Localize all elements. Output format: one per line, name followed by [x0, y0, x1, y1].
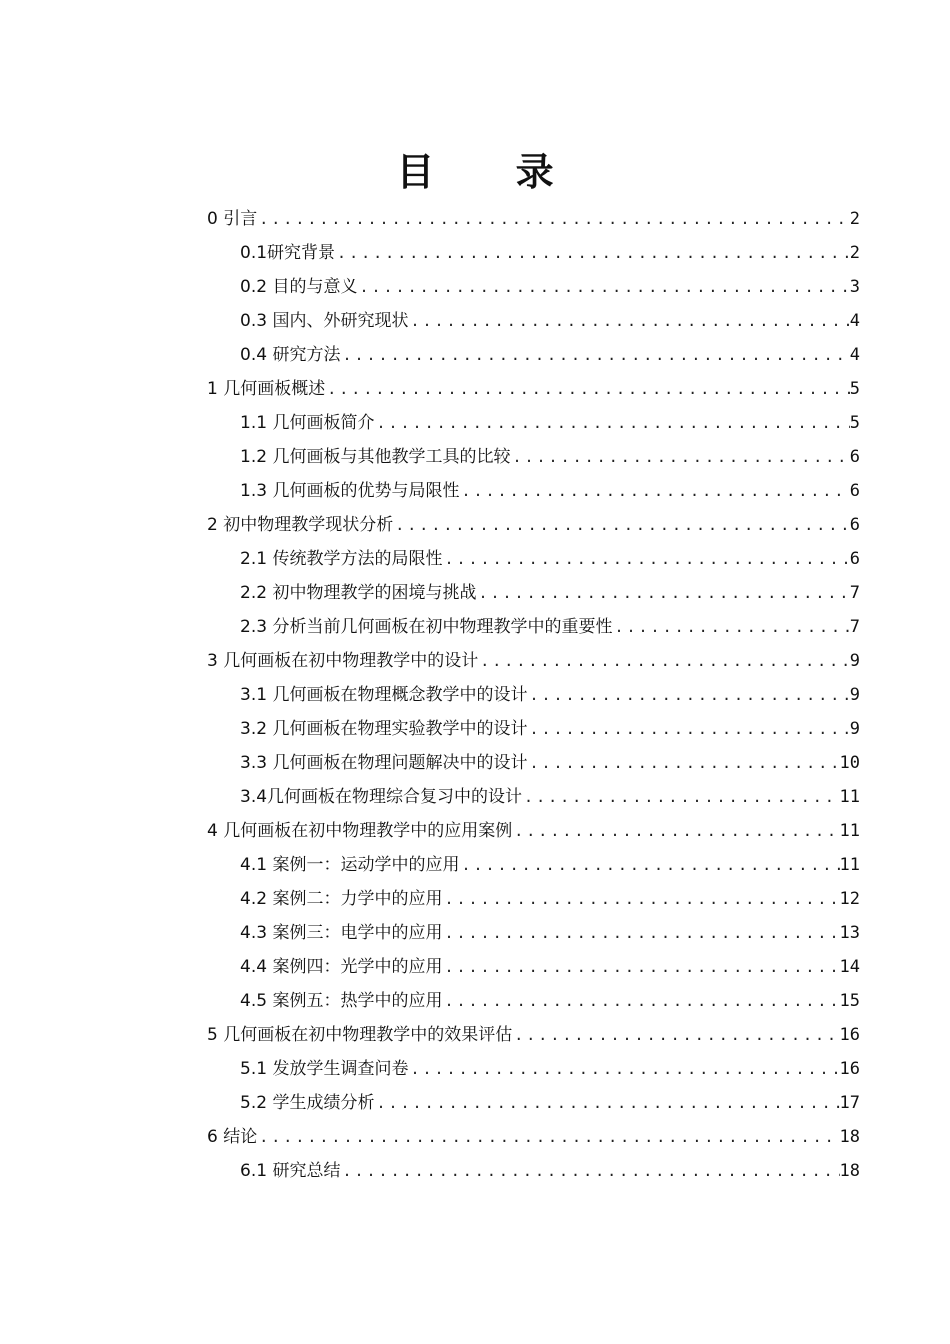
- toc-entry-page: 2: [849, 209, 860, 229]
- toc-entry-title: 5.2 学生成绩分析: [240, 1093, 375, 1113]
- toc-entry-page: 5: [849, 413, 860, 433]
- toc-leader-dots: [527, 718, 849, 740]
- toc-entry-page: 14: [839, 957, 860, 977]
- toc-entry-page: 18: [839, 1161, 860, 1181]
- toc-entry-page: 13: [839, 923, 860, 943]
- toc-entry: [240, 442, 860, 468]
- toc-leader-dots: [612, 616, 849, 638]
- toc-entry-title: 2.2 初中物理教学的困境与挑战: [240, 583, 477, 603]
- toc-entry-page: 2: [849, 243, 860, 263]
- toc-leader-dots: [442, 888, 839, 910]
- toc-entry-title: 1 几何画板概述: [207, 379, 326, 399]
- toc-entry: [240, 952, 860, 978]
- toc-entry-title: 1.3 几何画板的优势与局限性: [240, 481, 460, 501]
- toc-entry-title: 3 几何画板在初中物理教学中的设计: [207, 651, 479, 671]
- toc-entry-title: 6 结论: [207, 1127, 258, 1147]
- toc-leader-dots: [459, 854, 839, 876]
- toc-entry-page: 12: [839, 889, 860, 909]
- toc-entry-title: 6.1 研究总结: [240, 1161, 341, 1181]
- toc-entry: [240, 1054, 860, 1080]
- toc-entry: [207, 204, 860, 230]
- toc-leader-dots: [257, 1126, 839, 1148]
- toc-leader-dots: [442, 990, 839, 1012]
- toc-entry-page: 9: [849, 685, 860, 705]
- toc-entry-page: 16: [839, 1025, 860, 1045]
- toc-entry: [240, 612, 860, 638]
- toc-leader-dots: [510, 446, 849, 468]
- toc-entry-title: 2 初中物理教学现状分析: [207, 515, 394, 535]
- toc-entry-title: 3.3 几何画板在物理问题解决中的设计: [240, 753, 528, 773]
- toc-entry: [240, 918, 860, 944]
- toc-leader-dots: [408, 310, 849, 332]
- toc-entry-page: 11: [839, 821, 860, 841]
- toc-entry: [240, 884, 860, 910]
- toc-entry: [240, 714, 860, 740]
- toc-entry-page: 5: [849, 379, 860, 399]
- toc-entry: [240, 1088, 860, 1114]
- toc-entry-title: 4.5 案例五：热学中的应用: [240, 991, 443, 1011]
- toc-entry-page: 16: [839, 1059, 860, 1079]
- toc-entry-title: 4.1 案例一：运动学中的应用: [240, 855, 460, 875]
- toc-entry-page: 6: [849, 447, 860, 467]
- toc-entry-page: 11: [839, 787, 860, 807]
- toc-entry: [240, 748, 860, 774]
- toc-leader-dots: [478, 650, 850, 672]
- toc-entry-page: 9: [849, 651, 860, 671]
- toc-entry: [240, 578, 860, 604]
- toc-entry: [240, 238, 860, 264]
- toc-entry-page: 3: [849, 277, 860, 297]
- toc-entry: [240, 680, 860, 706]
- toc-entry-title: 0.1研究背景: [240, 243, 336, 263]
- toc-entry-page: 6: [849, 481, 860, 501]
- toc-leader-dots: [408, 1058, 839, 1080]
- toc-leader-dots: [512, 1024, 839, 1046]
- toc-entry-title: 0 引言: [207, 209, 258, 229]
- toc-entry-page: 9: [849, 719, 860, 739]
- toc-entry-page: 15: [839, 991, 860, 1011]
- toc-entry: [240, 340, 860, 366]
- toc-entry-title: 3.2 几何画板在物理实验教学中的设计: [240, 719, 528, 739]
- toc-entry-title: 5.1 发放学生调查问卷: [240, 1059, 409, 1079]
- toc-entry-title: 0.2 目的与意义: [240, 277, 358, 297]
- toc-entry: [240, 476, 860, 502]
- toc-entry-page: 4: [849, 311, 860, 331]
- toc-entry: [240, 408, 860, 434]
- toc-entry-title: 2.1 传统教学方法的局限性: [240, 549, 443, 569]
- toc-leader-dots: [325, 378, 850, 400]
- toc-entry-page: 7: [849, 583, 860, 603]
- toc-entry: [207, 374, 860, 400]
- toc-leader-dots: [335, 242, 850, 264]
- toc-entry: [240, 782, 860, 808]
- toc-leader-dots: [340, 1160, 839, 1182]
- toc-leader-dots: [442, 956, 839, 978]
- toc-leader-dots: [527, 684, 849, 706]
- toc-leader-dots: [442, 922, 839, 944]
- toc-entry-title: 3.1 几何画板在物理概念教学中的设计: [240, 685, 528, 705]
- toc-entry-page: 7: [849, 617, 860, 637]
- toc-entry-title: 0.3 国内、外研究现状: [240, 311, 409, 331]
- toc-entry: [240, 306, 860, 332]
- toc-entry-title: 1.1 几何画板简介: [240, 413, 375, 433]
- toc-entry: [240, 544, 860, 570]
- toc-entry-title: 0.4 研究方法: [240, 345, 341, 365]
- toc-entry: [240, 986, 860, 1012]
- toc-entry-page: 6: [849, 515, 860, 535]
- toc-entry: [207, 816, 860, 842]
- toc-leader-dots: [527, 752, 839, 774]
- toc-leader-dots: [374, 412, 849, 434]
- toc-entry-page: 17: [839, 1093, 860, 1113]
- toc-entry-page: 6: [849, 549, 860, 569]
- toc-entry-page: 10: [839, 753, 860, 773]
- toc-leader-dots: [357, 276, 849, 298]
- toc-entry-page: 4: [849, 345, 860, 365]
- toc-entry: [240, 272, 860, 298]
- toc-leader-dots: [340, 344, 849, 366]
- toc-entry-title: 3.4几何画板在物理综合复习中的设计: [240, 787, 523, 807]
- toc-entry-title: 1.2 几何画板与其他教学工具的比较: [240, 447, 511, 467]
- toc-entry-title: 4.3 案例三：电学中的应用: [240, 923, 443, 943]
- toc-entry: [240, 1156, 860, 1182]
- toc-entry-title: 4.4 案例四：光学中的应用: [240, 957, 443, 977]
- toc-entry: [207, 646, 860, 672]
- toc-leader-dots: [512, 820, 839, 842]
- toc-leader-dots: [257, 208, 850, 230]
- toc-entry-page: 18: [839, 1127, 860, 1147]
- toc-entry: [207, 1020, 860, 1046]
- toc-entry-title: 4 几何画板在初中物理教学中的应用案例: [207, 821, 513, 841]
- toc-title: 目 录: [396, 150, 588, 194]
- toc-entry: [207, 1122, 860, 1148]
- toc-leader-dots: [476, 582, 849, 604]
- toc-leader-dots: [522, 786, 839, 808]
- toc-leader-dots: [393, 514, 850, 536]
- toc-entry-title: 5 几何画板在初中物理教学中的效果评估: [207, 1025, 513, 1045]
- toc-entry-page: 11: [839, 855, 860, 875]
- toc-entry-title: 4.2 案例二：力学中的应用: [240, 889, 443, 909]
- toc-leader-dots: [442, 548, 849, 570]
- toc-entry-title: 2.3 分析当前几何画板在初中物理教学中的重要性: [240, 617, 613, 637]
- toc-entry: [240, 850, 860, 876]
- toc-leader-dots: [374, 1092, 839, 1114]
- toc-entry: [207, 510, 860, 536]
- toc-leader-dots: [459, 480, 849, 502]
